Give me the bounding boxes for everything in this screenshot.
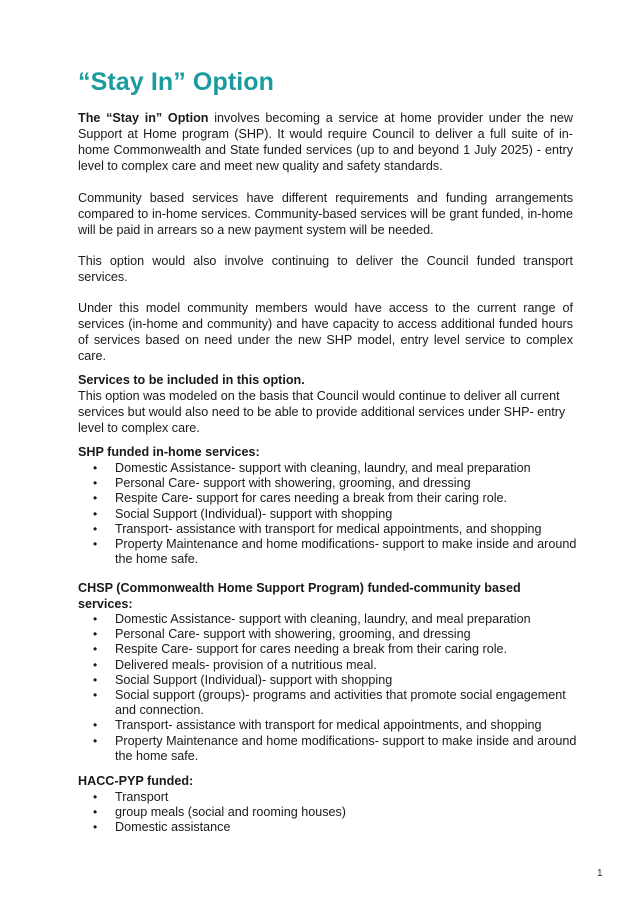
bullet-icon: • [93,491,98,506]
list-item [78,627,578,642]
list-item [78,734,578,764]
list-item [78,820,578,835]
list-item-text: group meals (social and rooming houses) [115,805,347,820]
list-item-text: Domestic Assistance- support with cleaning, laundry, and meal preparation [115,612,531,626]
funding-paragraph: Community based services have different requirements and funding arrangements compared to in-home services. Community-based services will be grant funded, in-home will be paid in arrears so a new payment system will be needed. [78,191,573,237]
bullet-icon: • [93,820,98,835]
list-item-text: Domestic Assistance- support with cleaning, laundry, and meal preparation [115,461,531,475]
list-item-text: Transport- assistance with transport for medical appointments, and shopping [115,718,542,733]
list-item-text: Delivered meals- provision of a nutritious meal. [115,657,377,672]
list-item [78,718,578,733]
chsp-heading: CHSP (Commonwealth Home Support Program) funded-community based services: [78,581,521,611]
shp-services-list [78,461,578,567]
hacc-services-list [78,790,578,836]
bullet-icon: • [93,506,98,521]
page-number: 1 [597,868,603,879]
list-item [78,688,578,718]
bullet-icon: • [93,476,98,491]
bullet-icon: • [93,657,98,672]
list-item [78,491,578,506]
bullet-icon: • [93,718,98,733]
bullet-icon: • [93,612,98,626]
list-item-text: Social support (groups)- programs and activities that promote social engagement and connection. [115,688,566,718]
bullet-icon: • [93,642,98,657]
bullet-icon: • [93,521,98,536]
intro-paragraph [78,110,573,174]
list-item-text: Transport [115,790,169,804]
list-item-text: Property Maintenance and home modifications- support to make inside and around the home safe. [115,537,577,567]
model-paragraph: Under this model community members would have access to the current range of services (in-home and community) and have capacity to access additional funded hours of services based on need under the new SHP model, entry level service to complex care. [78,301,573,363]
list-item-text: Social Support (Individual)- support with shopping [115,506,393,521]
list-item [78,507,578,522]
page-title: “Stay In” Option [78,68,275,96]
list-item-text: Transport- assistance with transport for medical appointments, and shopping [115,521,542,536]
bullet-icon: • [93,733,98,748]
shp-heading: SHP funded in-home services: [78,445,260,459]
services-heading: Services to be included in this option. [78,373,305,387]
services-text: This option was modeled on the basis that Council would continue to deliver all current services but would also need to be able to provide additional services under SHP- entry level to complex care. [78,389,566,435]
list-item [78,461,578,476]
intro-bold-lead: The “Stay in” Option [78,111,209,125]
list-item-text: Respite Care- support for cares needing a break from their caring role. [115,642,507,657]
list-item [78,790,578,805]
bullet-icon: • [93,537,98,552]
list-item-text: Social Support (Individual)- support with shopping [115,672,393,687]
bullet-icon: • [93,461,98,475]
bullet-icon: • [93,805,98,820]
list-item [78,642,578,657]
bullet-icon: • [93,672,98,687]
list-item [78,805,578,820]
list-item-text: Domestic assistance [115,820,231,835]
list-item [78,537,578,567]
list-item [78,476,578,491]
list-item-text: Personal Care- support with showering, grooming, and dressing [115,476,471,491]
intro-text: involves becoming a service at home provider under the new Support at Home program (SHP). It would require Council to deliver a full suite of in-home Commonwealth and State funded services (up to and beyond 1 July 2025) - entry level to complex care and meet new quality and safety standards. [78,111,573,173]
list-item [78,612,578,627]
list-item [78,658,578,673]
list-item [78,522,578,537]
bullet-icon: • [93,688,98,703]
hacc-heading: HACC-PYP funded: [78,774,194,788]
chsp-services-list [78,612,578,764]
list-item-text: Property Maintenance and home modifications- support to make inside and around the home safe. [115,733,577,763]
bullet-icon: • [93,627,98,642]
bullet-icon: • [93,790,98,804]
list-item-text: Personal Care- support with showering, grooming, and dressing [115,627,471,642]
list-item-text: Respite Care- support for cares needing a break from their caring role. [115,491,507,506]
transport-paragraph: This option would also involve continuing to deliver the Council funded transport services. [78,254,573,284]
list-item [78,673,578,688]
